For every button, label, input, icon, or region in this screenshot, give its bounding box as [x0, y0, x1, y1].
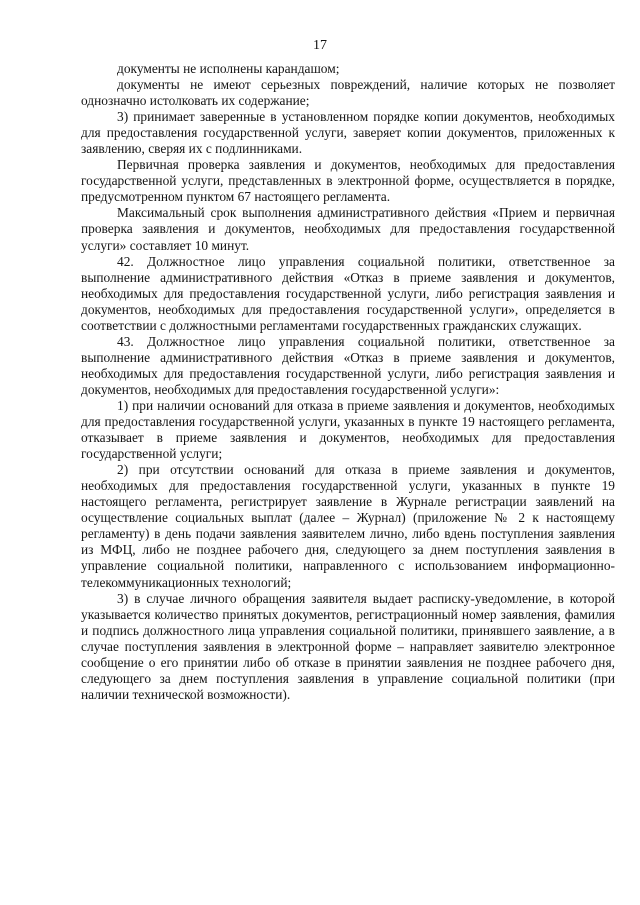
- paragraph: документы не исполнены карандашом;: [117, 61, 340, 76]
- paragraph: 3) в случае личного обращения заявителя выдает расписку-уведомление, в которой указывается количество принятых документов, регистрационный номер заявления, фамилия и подпись должностного лица управления социальной политики, принявшего заявление, а в случае поступления заявления в электронной форме – направляет заявителю электронное сообщение о его принятии либо об отказе в принятии заявления не позднее рабочего дня, следующего за днем поступления заявления в управление социальной политики (при наличии технической возможности).: [81, 590, 615, 702]
- body-text: [81, 61, 615, 703]
- paragraph: 3) принимает заверенные в установленном порядке копии документов, необходимых для предоставления государственной услуги, заверяет копии документов, приложенных к заявлению, сверяя их с подлинниками.: [81, 109, 615, 157]
- paragraph: 43. Должностное лицо управления социальной политики, ответственное за выполнение административного действия «Отказ в приеме заявления и документов, необходимых для предоставления государственной услуги, либо регистрация заявления и документов, необходимых для предоставления государственной услуги»:: [81, 333, 615, 397]
- page-number: 17: [313, 38, 327, 53]
- paragraph: Первичная проверка заявления и документов, необходимых для предоставления государственной услуги, представленных в электронной форме, осуществляется в порядке, предусмотренном пунктом 67 настоящего регламента.: [81, 157, 615, 205]
- paragraph: Максимальный срок выполнения административного действия «Прием и первичная проверка заявления и документов, необходимых для предоставления государственной услуги» составляет 10 минут.: [81, 205, 615, 253]
- paragraph: 1) при наличии оснований для отказа в приеме заявления и документов, необходимых для предоставления государственной услуги, указанных в пункте 19 настоящего регламента, отказывает в приеме заявления и документов, необходимых для предоставления государственной услуги;: [81, 397, 615, 462]
- paragraph: документы не имеют серьезных повреждений, наличие которых не позволяет однозначно истолковать их содержание;: [81, 77, 615, 109]
- paragraph: 42. Должностное лицо управления социальной политики, ответственное за выполнение административного действия «Отказ в приеме заявления и документов, необходимых для предоставления государственной услуги, либо регистрация заявления и документов, необходимых для предоставления государственной услуги», определяется в соответствии с должностными регламентами государственных гражданских служащих.: [81, 253, 615, 333]
- paragraph: 2) при отсутствии оснований для отказа в приеме заявления и документов, необходимых для предоставления государственной услуги, указанных в пункте 19 настоящего регламента, регистрирует заявление в Журнале регистрации заявлений на осуществление социальных выплат (далее – Журнал) (приложение № 2 к настоящему регламенту) в день подачи заявления заявителем лично, либо вдень поступления заявления из МФЦ, либо не позднее рабочего дня, следующего за днем поступления заявления в управление социальной политики, направленного с использованием информационно-телекоммуникационных технологий;: [81, 462, 615, 590]
